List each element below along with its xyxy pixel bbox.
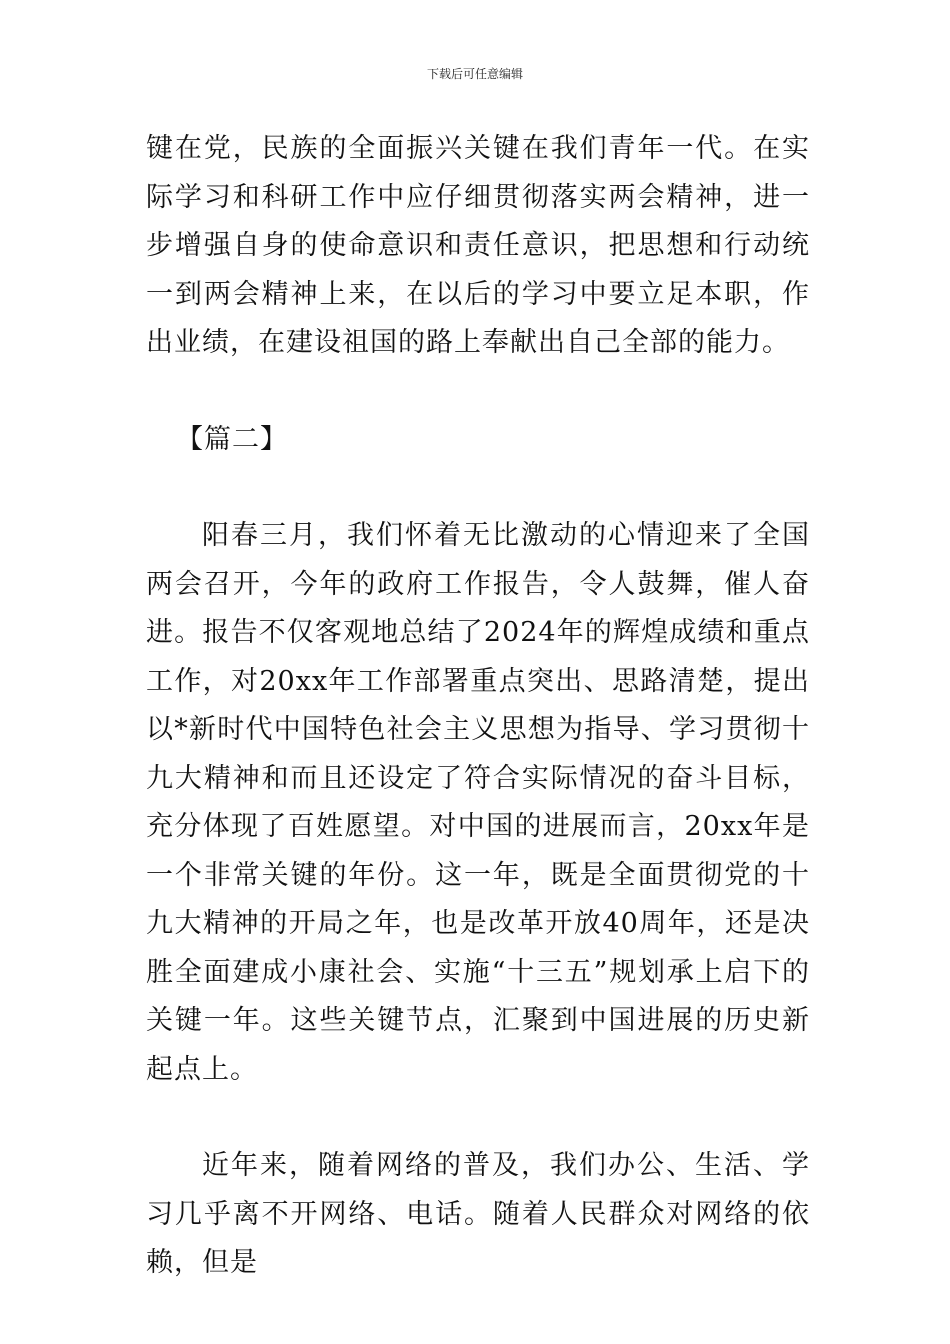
document-body: [146, 125, 810, 1288]
body-paragraph-1: 阳春三月，我们怀着无比激动的心情迎来了全国两会召开，今年的政府工作报告，令人鼓舞，催人奋进。报告不仅客观地总结了2024年的辉煌成绩和重点工作，对20xx年工作部署重点突出、思路清楚，提出以*新时代中国特色社会主义思想为指导、学习贯彻十九大精神和而且还设定了符合实际情况的奋斗目标，充分体现了百姓愿望。对中国的进展而言，20xx年是一个非常关键的年份。这一年，既是全面贯彻党的十九大精神的开局之年，也是改革开放40周年，还是决胜全面建成小康社会、实施“十三五”规划承上启下的关键一年。这些关键节点，汇聚到中国进展的历史新起点上。: [146, 520, 810, 1085]
continuation-paragraph: 键在党，民族的全面振兴关键在我们青年一代。在实际学习和科研工作中应仔细贯彻落实两会精神，进一步增强自身的使命意识和责任意识，把思想和行动统一到两会精神上来，在以后的学习中要立足本职，作出业绩，在建设祖国的路上奉献出自己全部的能力。: [146, 133, 810, 358]
body-paragraph-2: 近年来，随着网络的普及，我们办公、生活、学习几乎离不开网络、电话。随着人民群众对网络的依赖，但是: [146, 1150, 810, 1278]
page-header: 下载后可任意编辑: [426, 67, 523, 81]
section-heading: 【篇二】: [176, 423, 288, 455]
